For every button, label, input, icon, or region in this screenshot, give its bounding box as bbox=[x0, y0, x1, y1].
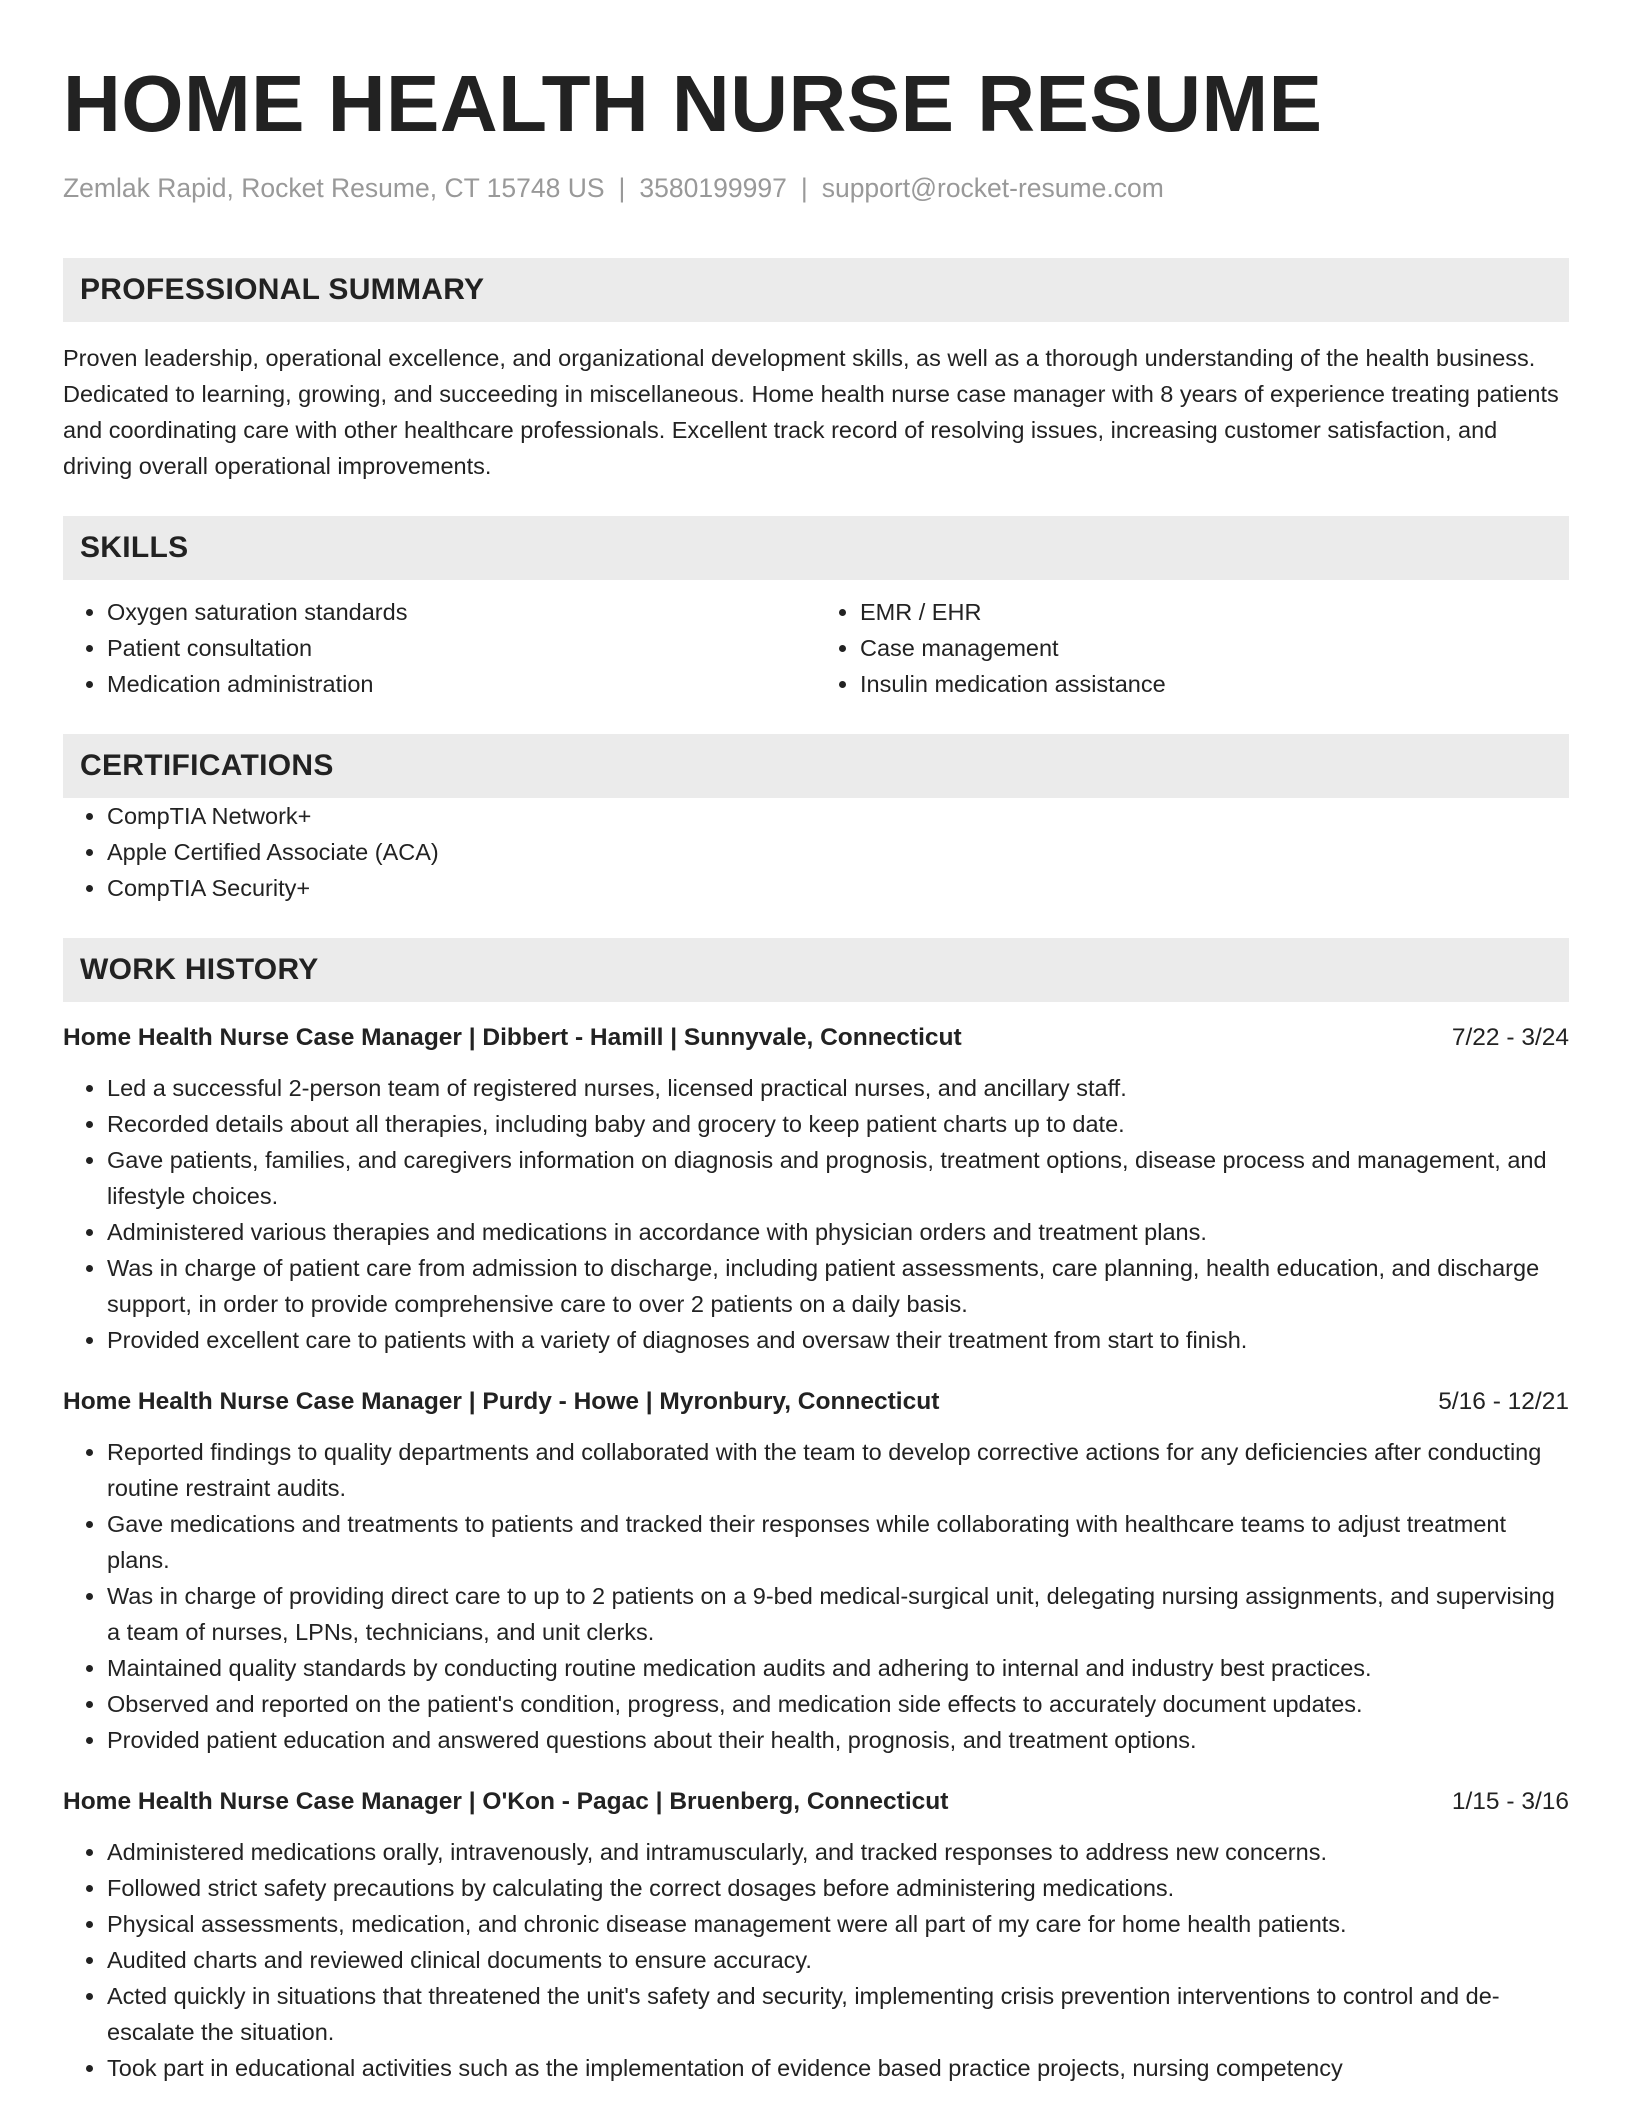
work-history-heading: WORK HISTORY bbox=[80, 953, 319, 986]
summary-text: Proven leadership, operational excellence, and organizational development skills, as well as a thorough understanding of the health business. Dedicated to learning, growing, and succeeding in miscellaneous. Home health nurse case manager with 8 years of experience treating patients and coordinating care with other healthcare professionals. Excellent track record of resolving issues, increasing customer satisfaction, and driving overall operational improvements. bbox=[63, 345, 1559, 479]
job-title: Home Health Nurse Case Manager | Purdy - Howe | Myronbury, Connecticut bbox=[63, 1388, 940, 1415]
job-header bbox=[63, 1020, 1569, 1056]
skills-grid bbox=[63, 594, 1569, 702]
job-header bbox=[63, 1384, 1569, 1420]
job-bullet: • Followed strict safety precautions by calculating the correct dosages before administering medications. bbox=[107, 1870, 1569, 1906]
contact-line bbox=[63, 170, 1569, 206]
job-bullet: • Audited charts and reviewed clinical documents to ensure accuracy. bbox=[107, 1942, 1569, 1978]
job-bullet: • Was in charge of patient care from admission to discharge, including patient assessments, care planning, health education, and discharge support, in order to provide comprehensive care to over 2 patients on a daily basis. bbox=[107, 1250, 1569, 1322]
job-bullet: • Was in charge of providing direct care to up to 2 patients on a 9-bed medical-surgical unit, delegating nursing assignments, and supervising a team of nurses, LPNs, technicians, and unit clerks. bbox=[107, 1578, 1569, 1650]
job-title: Home Health Nurse Case Manager | Dibbert - Hamill | Sunnyvale, Connecticut bbox=[63, 1024, 962, 1051]
skills-section-header bbox=[63, 516, 1569, 580]
job-bullet: • Took part in educational activities such as the implementation of evidence based practice projects, nursing competency bbox=[107, 2050, 1569, 2086]
skill-item: • Oxygen saturation standards bbox=[107, 594, 816, 630]
certification-item: • CompTIA Network+ bbox=[107, 798, 1569, 834]
certifications-heading: CERTIFICATIONS bbox=[80, 749, 334, 782]
resume-title: HOME HEALTH NURSE RESUME bbox=[63, 59, 1323, 148]
job-bullet: • Acted quickly in situations that threatened the unit's safety and security, implementing crisis prevention interventions to control and de-escalate the situation. bbox=[107, 1978, 1569, 2050]
job-bullet: • Gave medications and treatments to patients and tracked their responses while collaborating with healthcare teams to adjust treatment plans. bbox=[107, 1506, 1569, 1578]
summary-heading: PROFESSIONAL SUMMARY bbox=[80, 273, 485, 306]
job-bullet: • Provided excellent care to patients with a variety of diagnoses and oversaw their treatment from start to finish. bbox=[107, 1322, 1569, 1358]
job-bullet: • Physical assessments, medication, and chronic disease management were all part of my care for home health patients. bbox=[107, 1906, 1569, 1942]
job-bullet: • Recorded details about all therapies, including baby and grocery to keep patient charts up to date. bbox=[107, 1106, 1569, 1142]
job-bullets bbox=[63, 1434, 1569, 1758]
contact-separator: | bbox=[618, 173, 626, 203]
skills-list-right bbox=[816, 594, 1569, 702]
summary-section-header bbox=[63, 258, 1569, 322]
job-bullet: • Provided patient education and answered questions about their health, prognosis, and treatment options. bbox=[107, 1722, 1569, 1758]
skill-item: • Case management bbox=[860, 630, 1569, 666]
skill-item: • EMR / EHR bbox=[860, 594, 1569, 630]
contact-address: Zemlak Rapid, Rocket Resume, CT 15748 US bbox=[63, 173, 605, 203]
job-dates: 1/15 - 3/16 bbox=[1451, 1788, 1569, 1815]
job-bullet: • Led a successful 2-person team of registered nurses, licensed practical nurses, and ancillary staff. bbox=[107, 1070, 1569, 1106]
job-bullet: • Reported findings to quality departments and collaborated with the team to develop corrective actions for any deficiencies after conducting routine restraint audits. bbox=[107, 1434, 1569, 1506]
skill-item: • Medication administration bbox=[107, 666, 816, 702]
contact-phone: 3580199997 bbox=[639, 173, 787, 203]
job-bullet: • Maintained quality standards by conducting routine medication audits and adhering to internal and industry best practices. bbox=[107, 1650, 1569, 1686]
certification-item: • CompTIA Security+ bbox=[107, 870, 1569, 906]
work-history-section-header bbox=[63, 938, 1569, 1002]
job-bullet: • Administered various therapies and medications in accordance with physician orders and treatment plans. bbox=[107, 1214, 1569, 1250]
job-header bbox=[63, 1784, 1569, 1820]
job-dates: 5/16 - 12/21 bbox=[1438, 1388, 1569, 1415]
job-entry bbox=[63, 1020, 1569, 1358]
certifications-section-header bbox=[63, 734, 1569, 798]
job-bullet: • Gave patients, families, and caregivers information on diagnosis and prognosis, treatment options, disease process and management, and lifestyle choices. bbox=[107, 1142, 1569, 1214]
job-dates: 7/22 - 3/24 bbox=[1451, 1024, 1569, 1051]
skills-heading: SKILLS bbox=[80, 531, 189, 564]
job-bullet: • Observed and reported on the patient's condition, progress, and medication side effects to accurately document updates. bbox=[107, 1686, 1569, 1722]
contact-email: support@rocket-resume.com bbox=[821, 173, 1164, 203]
job-bullet: • Administered medications orally, intravenously, and intramuscularly, and tracked responses to address new concerns. bbox=[107, 1834, 1569, 1870]
job-entry bbox=[63, 1384, 1569, 1758]
skills-list-left bbox=[63, 594, 816, 702]
job-title: Home Health Nurse Case Manager | O'Kon - Pagac | Bruenberg, Connecticut bbox=[63, 1788, 949, 1815]
skill-item: • Insulin medication assistance bbox=[860, 666, 1569, 702]
contact-separator: | bbox=[800, 173, 808, 203]
job-bullets bbox=[63, 1070, 1569, 1358]
job-bullets bbox=[63, 1834, 1569, 2086]
skill-item: • Patient consultation bbox=[107, 630, 816, 666]
certifications-list bbox=[63, 798, 1569, 906]
certification-item: • Apple Certified Associate (ACA) bbox=[107, 834, 1569, 870]
job-entry bbox=[63, 1784, 1569, 2086]
